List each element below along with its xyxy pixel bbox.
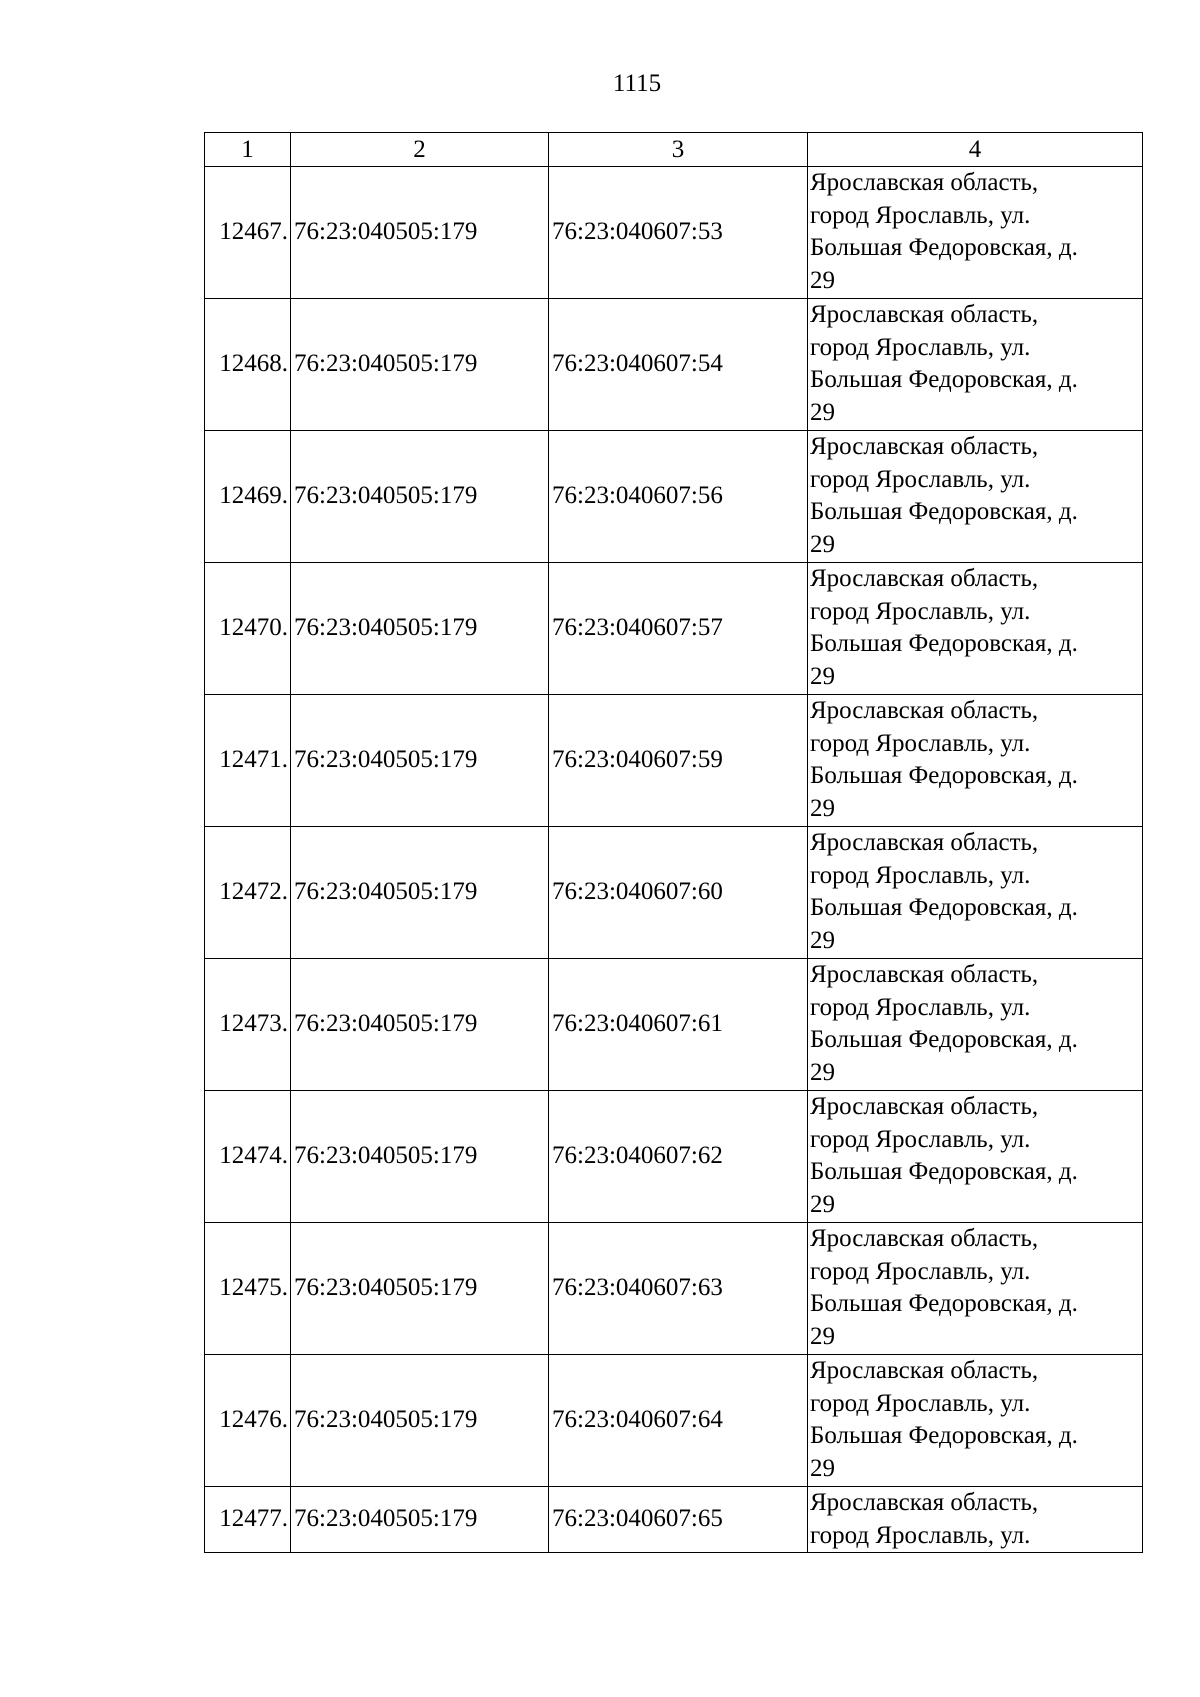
table-row: [205, 695, 1143, 827]
address-line: 29: [810, 1190, 835, 1218]
cadastral-number-cell: 76:23:040505:179: [291, 1487, 549, 1553]
cadastral-number-cell: 76:23:040607:63: [549, 1223, 808, 1355]
row-number-cell: 12468.: [205, 299, 291, 431]
cadastral-number-cell: 76:23:040505:179: [291, 1091, 549, 1223]
table-header: [205, 133, 1143, 167]
table-row: [205, 299, 1143, 431]
cadastral-number-cell: 76:23:040505:179: [291, 1355, 549, 1487]
cadastral-number-cell: 76:23:040505:179: [291, 959, 549, 1091]
address-line: Ярославская область,: [810, 301, 1039, 328]
address-line: Ярославская область,: [810, 565, 1039, 592]
table-row: [205, 431, 1143, 563]
address-line: Большая Федоровская, д.: [810, 1026, 1078, 1053]
address-line: 29: [810, 794, 835, 822]
table-row: [205, 827, 1143, 959]
address-line: 29: [810, 398, 835, 426]
address-cell: [808, 1355, 1143, 1487]
row-number-cell: 12467.: [205, 167, 291, 299]
address-line: Большая Федоровская, д.: [810, 366, 1078, 393]
address-line: Большая Федоровская, д.: [810, 1290, 1078, 1317]
row-number-cell: 12472.: [205, 827, 291, 959]
address-line: Ярославская область,: [810, 169, 1039, 196]
address-line: Ярославская область,: [810, 1093, 1039, 1120]
address-line: Ярославская область,: [810, 1225, 1039, 1252]
cadastral-number-cell: 76:23:040607:53: [549, 167, 808, 299]
table-row: [205, 1487, 1143, 1553]
address-line: Ярославская область,: [810, 961, 1039, 988]
cadastral-number-cell: 76:23:040607:59: [549, 695, 808, 827]
address-line: Ярославская область,: [810, 697, 1039, 724]
row-number-cell: 12470.: [205, 563, 291, 695]
address-line: город Ярославль, ул.: [810, 729, 1031, 757]
cadastral-number-cell: 76:23:040505:179: [291, 827, 549, 959]
row-number-cell: 12476.: [205, 1355, 291, 1487]
table-row: [205, 167, 1143, 299]
row-number-cell: 12475.: [205, 1223, 291, 1355]
address-line: город Ярославль, ул.: [810, 1257, 1031, 1285]
table-row: [205, 959, 1143, 1091]
address-line: город Ярославль, ул.: [810, 1521, 1031, 1549]
address-cell: [808, 1487, 1143, 1553]
address-line: Большая Федоровская, д.: [810, 1158, 1078, 1185]
address-line: Ярославская область,: [810, 1489, 1039, 1516]
address-line: 29: [810, 266, 835, 294]
address-line: 29: [810, 1322, 835, 1350]
address-line: город Ярославль, ул.: [810, 333, 1031, 361]
cadastral-number-cell: 76:23:040607:56: [549, 431, 808, 563]
address-line: Большая Федоровская, д.: [810, 1422, 1078, 1449]
page-number: 1115: [612, 70, 662, 97]
address-line: Ярославская область,: [810, 1357, 1039, 1384]
address-line: город Ярославль, ул.: [810, 201, 1031, 229]
cadastral-number-cell: 76:23:040607:54: [549, 299, 808, 431]
address-line: 29: [810, 1058, 835, 1086]
cadastral-number-cell: 76:23:040607:60: [549, 827, 808, 959]
table-row: [205, 1091, 1143, 1223]
table-row: [205, 1355, 1143, 1487]
address-line: город Ярославль, ул.: [810, 1389, 1031, 1417]
address-cell: [808, 827, 1143, 959]
address-cell: [808, 1223, 1143, 1355]
cadastral-number-cell: 76:23:040505:179: [291, 431, 549, 563]
table-row: [205, 563, 1143, 695]
address-cell: [808, 563, 1143, 695]
address-cell: [808, 959, 1143, 1091]
address-cell: [808, 431, 1143, 563]
row-number-cell: 12471.: [205, 695, 291, 827]
row-number-cell: 12473.: [205, 959, 291, 1091]
address-line: город Ярославль, ул.: [810, 993, 1031, 1021]
cadastral-number-cell: 76:23:040505:179: [291, 563, 549, 695]
cadastral-number-cell: 76:23:040505:179: [291, 299, 549, 431]
address-line: Большая Федоровская, д.: [810, 762, 1078, 789]
address-cell: [808, 299, 1143, 431]
address-line: Ярославская область,: [810, 829, 1039, 856]
address-line: Ярославская область,: [810, 433, 1039, 460]
address-line: город Ярославль, ул.: [810, 1125, 1031, 1153]
cadastral-number-cell: 76:23:040607:57: [549, 563, 808, 695]
data-table: [204, 132, 1143, 1553]
address-line: город Ярославль, ул.: [810, 861, 1031, 889]
address-cell: [808, 695, 1143, 827]
header-cell-3: 3: [549, 133, 808, 167]
header-row: [205, 133, 1143, 167]
table-row: [205, 1223, 1143, 1355]
address-cell: [808, 167, 1143, 299]
header-cell-1: 1: [205, 133, 291, 167]
row-number-cell: 12469.: [205, 431, 291, 563]
cadastral-number-cell: 76:23:040607:62: [549, 1091, 808, 1223]
cadastral-number-cell: 76:23:040505:179: [291, 167, 549, 299]
row-number-cell: 12477.: [205, 1487, 291, 1553]
address-line: 29: [810, 1454, 835, 1482]
header-cell-4: 4: [808, 133, 1143, 167]
address-line: Большая Федоровская, д.: [810, 894, 1078, 921]
address-line: 29: [810, 530, 835, 558]
address-line: 29: [810, 926, 835, 954]
address-cell: [808, 1091, 1143, 1223]
header-cell-2: 2: [291, 133, 549, 167]
address-line: Большая Федоровская, д.: [810, 630, 1078, 657]
cadastral-number-cell: 76:23:040505:179: [291, 695, 549, 827]
row-number-cell: 12474.: [205, 1091, 291, 1223]
cadastral-number-cell: 76:23:040607:65: [549, 1487, 808, 1553]
address-line: город Ярославль, ул.: [810, 465, 1031, 493]
table-body: [205, 167, 1143, 1553]
address-line: 29: [810, 662, 835, 690]
cadastral-number-cell: 76:23:040505:179: [291, 1223, 549, 1355]
cadastral-number-cell: 76:23:040607:61: [549, 959, 808, 1091]
address-line: Большая Федоровская, д.: [810, 234, 1078, 261]
cadastral-number-cell: 76:23:040607:64: [549, 1355, 808, 1487]
address-line: город Ярославль, ул.: [810, 597, 1031, 625]
address-line: Большая Федоровская, д.: [810, 498, 1078, 525]
